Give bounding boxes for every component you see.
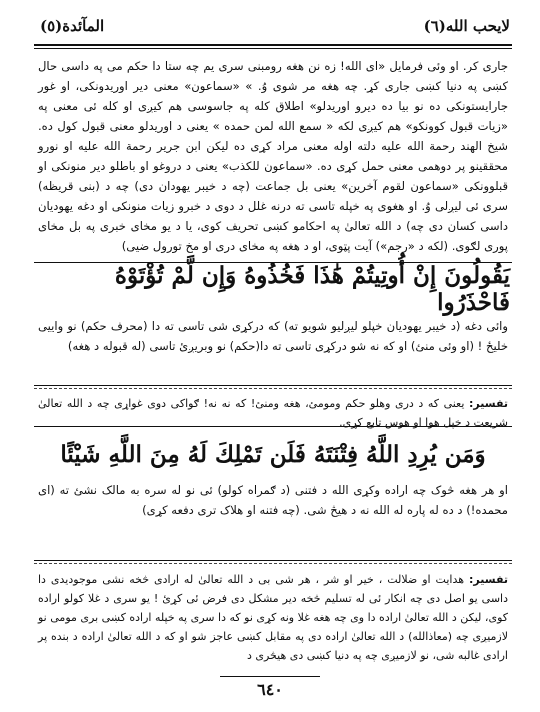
tafsir-text: یعنی که د دری وهلو حکم ومومئ، هغه ومنئ! که نه نه! ګواکی دوی غواړی چه د الله تعالیٰ شریعت د خپل هوا او هوس تابع کړی. [38,397,508,429]
surah-name: المآئدة(٥) [40,17,105,35]
ayah-calligraphy-2: وَمَن يُرِدِ اللَّهُ فِتْنَتَهُ فَلَن تَمْلِكَ لَهُ مِنَ اللَّهِ شَيْئًا [60,440,486,468]
page-number-rule [220,676,320,677]
tafsir-text: هدایت او ضلالت ، خیر او شر ، هر شی بی د الله تعالیٰ له ارادی څخه نشی موجودیدی دا داسی یو اصل دی چه انکار ئی له تسلیم څخه دیر مشکل دی فرض ئی کړئ ! یو سری د غلا کولو اراده کوی، لیکن د الله تعالیٰ اراده دا وی چه هغه غلا ونه کړی نو که دا سری په خپله اراده کښی بری مومی نو لازمیږی چه (معاذالله) د الله تعالیٰ اراده دی په مقابل کښی عاجز شو او که د الله تعالیٰ اراده د بنده پر ارادی غالبه شی، نو لازمیږی چه په دنیا کښی دی هیڅری د [38,573,508,662]
tafsir-note-2 [38,570,508,665]
tafsir-label: تفسیر: [469,397,508,410]
ayah-calligraphy-1: يَقُولُونَ إِنْ أُوتِيتُمْ هَٰذَا فَخُذُوهُ وَإِن لَّمْ تُؤْتَوْهُ فَاحْذَرُوا [114,262,510,316]
section-divider-3 [34,426,512,427]
header-rule-thin [34,48,512,49]
page-header [40,14,510,38]
page-number: ٦٤٠ [257,680,283,699]
header-rule [34,44,512,46]
section-divider-2 [34,385,512,386]
translation-paragraph-3: او هر هغه څوک چه اراده وکړی الله د فتنی (د ګمراه کولو) ئی نو له سره به مالک نشئ ته (ای محمده!) د ده له پاره له الله نه د هیڅ شی. (چه فتنه او هلاک تری دفعه کړی) [38,483,508,517]
tafsir-label: تفسیر: [469,573,509,586]
juz-name: لايحب الله(٦) [423,17,510,35]
dashed-divider-2 [34,563,512,564]
translation-paragraph-2: وائی دغه (د خیبر یهودیان خپلو لیږلیو شویو ته) که درکړی شی تاسی ته دا (محرف حکم) نو واییی خلیځ ! (او وئی منئ) او که نه شو درکړی تاسی ته دا(حکم) نو وبریږئ تاسی (له قبوله د هغه) [38,319,508,353]
translation-paragraph-1: جاری کر. او وئی فرمایل «ای الله! زه نن هغه رومبنی سری یم چه ستا دا حکم می په داسی حال کښی په دنیا کښی جاری کړ. چه هغه مر شوی وُ. » «سماعون» معنی دیر اوریدونکی، او غور جارایستونکی ده نو بیا ده دیرو اوریدلو» اطلاق کله په جاسوسی هم کیږی او کله ئی معنی په «زیات قبول کوونکو» هم کیږی لکه « سمع الله لمن حمده » یعنی د اوریدلو معنی قبول کول ده. شیخ الهند رحمة الله علیه دلته اوله معنی مراد کړی ده لیکن ابن جریر رحمة الله علیه او نورو محققینو پر دوهمی معنی حمل کړی ده. «سماعون للکذب» یعنی د دروغو او باطلو دیر منونکی او قبلوونکی «سماعون لقوم آخرین» یعنی بل جماعت (چه د خیبر یهودان دی) چه د (بنی قریظه) سری ئی لیږلی وُ. او هغوی په خپله تاسی ته درنه غلل د دوی د خبرو زیات منونکی او دغه یهودیان داسی کسان دی چه) د الله تعالیٰ په احکامو کښی تحریف کوی، یا د یو مخای خبری په بل مخای پوری لګوی. (لکه د «رجم») آیت پټوی، او د هغه په مخای دری او مخ تورول ضیی) [38,59,508,253]
dashed-divider-1 [34,388,512,389]
section-divider-4 [34,560,512,561]
